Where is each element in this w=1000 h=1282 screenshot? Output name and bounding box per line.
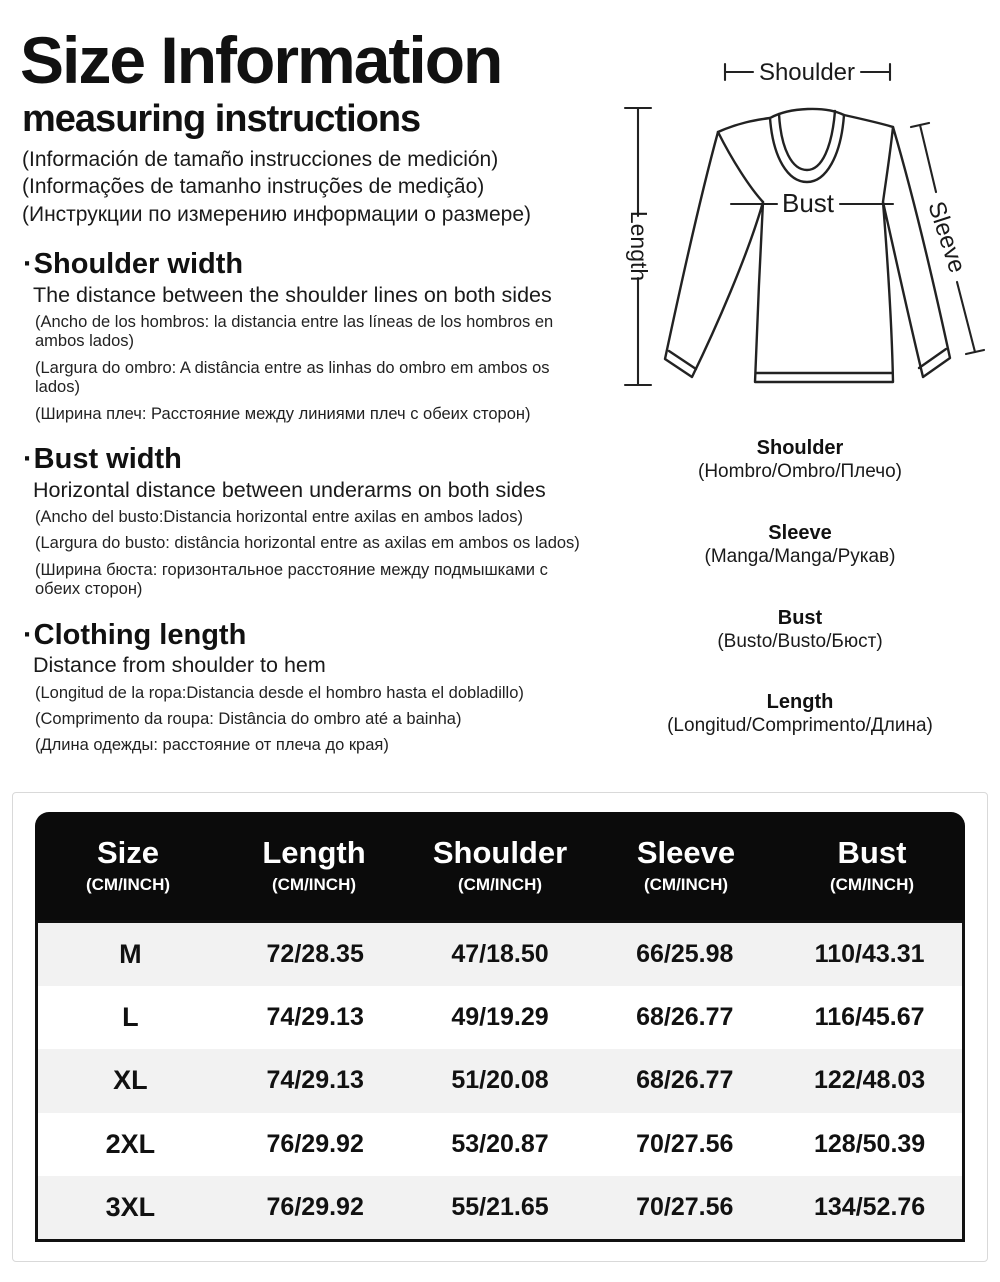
legend-length [600, 690, 1000, 738]
size-cell: L [122, 1002, 139, 1033]
size-table-body [35, 920, 965, 1242]
shoulder-cell: 51/20.08 [451, 1066, 549, 1095]
section-translation-es: (Ancho de los hombros: la distancia entre las líneas de los hombros en ambos lados) [35, 312, 554, 351]
column-header-sleeve: Sleeve (CM/INCH) [636, 835, 736, 894]
shirt-armhole-right [883, 127, 893, 202]
sleeve-cell: 68/26.77 [636, 1003, 734, 1032]
legend-name: Sleeve [768, 521, 832, 544]
section-translation-pt: (Largura do busto: distância horizontal entre as axilas em ambos os lados) [35, 534, 580, 553]
shoulder-label: Shoulder [758, 59, 856, 86]
column-header-bust: Bust (CM/INCH) [829, 835, 915, 894]
table-row [38, 1049, 962, 1112]
legend-name: Bust [777, 606, 823, 629]
legend-name: Shoulder [756, 437, 844, 459]
length-cell: 76/29.92 [266, 1129, 364, 1158]
legend-translation: (Manga/Manga/Рукав) [704, 545, 896, 567]
section-translation-ru: (Длина одежды: расстояние от плеча до края) [35, 736, 389, 755]
section-bust-width [20, 443, 598, 600]
length-label: Length [626, 210, 652, 282]
shoulder-cell: 55/21.65 [451, 1192, 549, 1221]
sleeve-cell: 68/26.77 [636, 1066, 734, 1095]
size-table-header [35, 812, 965, 920]
bust-cell: 110/43.31 [814, 940, 925, 969]
sleeve-cell: 70/27.56 [636, 1192, 734, 1221]
bust-cell: 122/48.03 [813, 1066, 926, 1095]
section-translation-pt: (Comprimento da roupa: Distância do ombro até a bainha) [35, 710, 462, 729]
section-translation-ru: (Ширина бюста: горизонтальное расстояние между подмышками с обеих сторон) [35, 560, 548, 599]
shoulder-cell: 53/20.87 [451, 1129, 549, 1158]
section-heading: · Shoulder width [20, 248, 598, 280]
subtitle-translation-es: (Información de tamaño instrucciones de medición) [22, 147, 499, 171]
size-cell: 2XL [105, 1128, 156, 1159]
section-translation-pt: (Largura do ombro: A distância entre as linhas do ombro em ambos os lados) [35, 358, 550, 397]
legend-translation: (Hombro/Ombro/Плечо) [698, 461, 902, 482]
table-row [38, 923, 962, 986]
column-header-shoulder: Shoulder (CM/INCH) [432, 835, 568, 894]
section-translation-es: (Longitud de la ropa:Distancia desde el hombro hasta el dobladillo) [35, 683, 524, 702]
section-heading: · Clothing length [20, 619, 598, 651]
length-cell: 74/29.13 [266, 1003, 364, 1032]
table-row [38, 986, 962, 1049]
subtitle-translation-pt: (Informações de tamanho instruções de medição) [22, 175, 485, 199]
shirt-collar-inner [779, 111, 835, 170]
sleeve-cell: 66/25.98 [636, 940, 734, 969]
column-header-length: Length (CM/INCH) [262, 835, 366, 894]
section-description: The distance between the shoulder lines on both sides [33, 282, 552, 307]
section-description: Horizontal distance between underarms on both sides [33, 477, 546, 502]
subtitle-translation-ru: (Инструкции по измерению информации о размере) [22, 203, 532, 227]
length-cell: 74/29.13 [266, 1066, 364, 1095]
section-translation-ru: (Ширина плеч: Расстояние между линиями плеч с обеих сторон) [35, 404, 531, 423]
legend-sleeve [600, 521, 1000, 569]
measurement-legend [600, 436, 1000, 738]
legend-shoulder [600, 436, 1000, 484]
page-title: Size Information [20, 23, 502, 97]
size-cell: 3XL [105, 1191, 156, 1222]
section-heading: · Bust width [20, 443, 598, 475]
table-row [38, 1176, 962, 1239]
sleeve-label: Sleeve [922, 198, 971, 277]
shirt-cuff-left-line [669, 351, 696, 369]
size-cell: XL [113, 1065, 148, 1096]
section-description: Distance from shoulder to hem [33, 653, 326, 678]
legend-bust [600, 606, 1000, 654]
legend-translation: (Busto/Busto/Бюст) [717, 630, 883, 652]
shirt-armhole-left [718, 132, 763, 202]
bust-cell: 128/50.39 [813, 1129, 926, 1158]
length-cell: 72/28.35 [266, 940, 364, 969]
table-row [38, 1113, 962, 1176]
column-header-size: Size (CM/INCH) [85, 835, 171, 894]
shirt-cuff-right-line [919, 349, 946, 368]
bust-label: Bust [781, 188, 835, 218]
section-shoulder-width [20, 248, 598, 424]
shoulder-cell: 49/19.29 [451, 1003, 549, 1032]
shirt-measurement-diagram [600, 30, 1000, 430]
bust-cell: 134/52.76 [813, 1192, 926, 1221]
sleeve-cell: 70/27.56 [636, 1129, 734, 1158]
diagram-column [600, 30, 1000, 775]
subtitle-translations [22, 146, 598, 230]
page-subtitle: measuring instructions [22, 97, 421, 140]
instructions-column [20, 23, 598, 763]
shirt-outline [665, 109, 950, 382]
section-translation-es: (Ancho del busto:Distancia horizontal entre axilas en ambos lados) [35, 507, 523, 526]
length-cell: 76/29.92 [266, 1192, 364, 1221]
bust-cell: 116/45.67 [814, 1003, 925, 1032]
shoulder-cell: 47/18.50 [451, 940, 549, 969]
size-table-card [12, 792, 988, 1262]
section-clothing-length [20, 619, 598, 756]
size-cell: M [119, 939, 142, 970]
legend-translation: (Longitud/Comprimento/Длина) [667, 715, 933, 737]
legend-name: Length [766, 691, 834, 714]
